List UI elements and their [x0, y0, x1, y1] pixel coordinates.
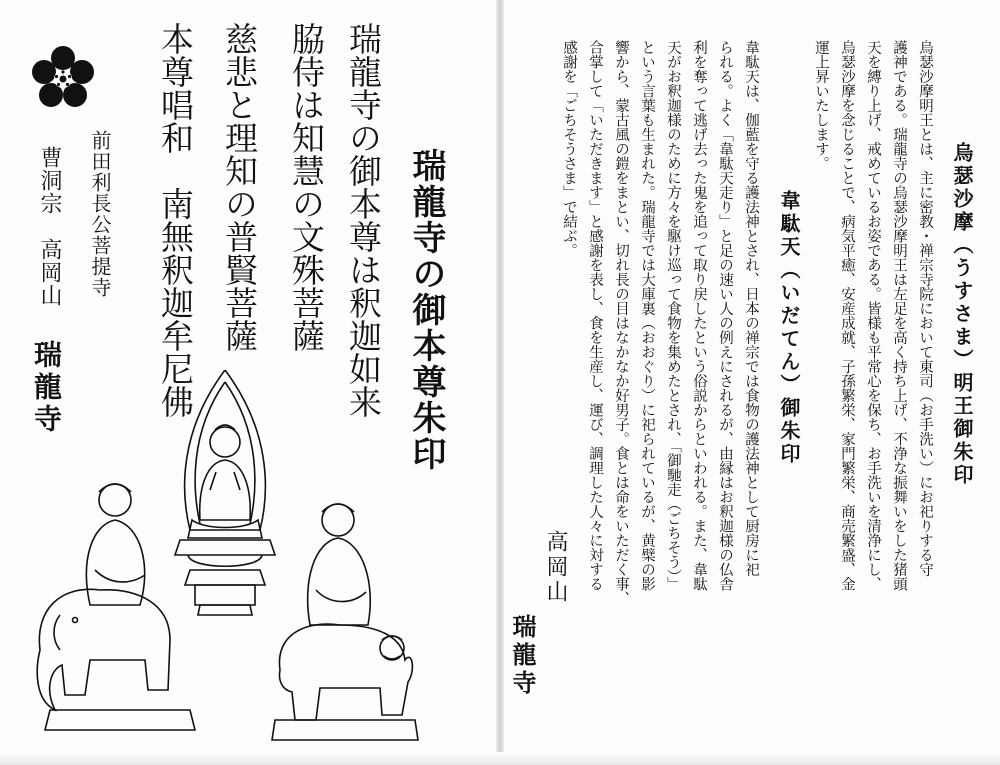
idaten-line-8: 感謝を「ごちそうさま」で結ぶ。	[561, 40, 577, 258]
signature-temple: 瑞龍寺	[508, 614, 537, 698]
buddha-triad-icon	[30, 370, 420, 748]
signature-mountain: 高岡山	[543, 530, 568, 605]
usuma-title: 烏瑟沙摩（うすさま）明王御朱印	[950, 142, 974, 487]
sect-text: 曹洞宗 高岡山	[37, 146, 62, 307]
usuma-line-4: 烏瑟沙摩を念じることで、病気平癒、安産成就、子孫繁栄、家門繁栄、商売繁盛、金	[839, 40, 855, 591]
verse-3: 慈悲と理知の普賢菩薩	[220, 22, 259, 352]
idaten-line-3: 利を奪って逃げ去った鬼を追って取り戻したという俗説からといわれる。また、韋駄	[691, 40, 707, 591]
patron-text: 前田利長公菩提寺	[88, 130, 112, 298]
usuma-line-2: 護神である。瑞龍寺の烏瑟沙摩明王は左足を高く持ち上げ、不浄な振舞いをした猪頭	[891, 40, 907, 591]
idaten-line-2: られる。よく「韋駄天走り」と足の速い人の例えにされるが、由縁はお釈迦様の仏舎	[717, 40, 733, 591]
usuma-line-5: 運上昇いたします。	[813, 40, 829, 171]
left-title: 瑞龍寺の御本尊朱印	[406, 148, 446, 472]
verse-2: 脇侍は知慧の文殊菩薩	[287, 22, 326, 352]
verse-4: 本尊唱和 南無釈迦牟尼佛	[156, 22, 195, 418]
idaten-line-4: 天がお釈迦様のために方々を駆け巡って食物を集めたとされ、「御馳走（ごちそう）」	[665, 40, 681, 591]
idaten-line-5: という言葉も生まれた。瑞龍寺では大庫裏（おおぐり）に祀られているが、黄檗の影	[639, 40, 655, 591]
temple-name: 瑞龍寺	[30, 340, 63, 436]
page-gutter	[496, 0, 504, 765]
idaten-line-7: 合掌して「いただきます」と感謝を表し、食を生産し、運び、調理した人々に対する	[587, 40, 603, 591]
scan-bottom-edge	[0, 752, 1000, 765]
idaten-line-6: 響から、蒙古風の鎧をまとい、切れ長の目はなかなか好男子。食とは命をいただく事、	[613, 40, 629, 606]
umebachi-crest-icon	[30, 45, 96, 111]
idaten-title: 韋駄天（いだてん）御朱印	[777, 190, 801, 466]
idaten-line-1: 韋駄天は、伽藍を守る護法神とされ、日本の禅宗では食物の護法神として厨房に祀	[743, 40, 759, 577]
verse-1: 瑞龍寺の御本尊は釈迦如来	[344, 22, 383, 418]
usuma-line-3: 天を縛り上げ、戒めているお姿である。皆様も平常心を保ち、お手洗いを清浄にし、	[865, 40, 881, 591]
usuma-line-1: 烏瑟沙摩明王とは、主に密教・禅宗寺院において東司（お手洗い）にお祀りする守	[917, 40, 933, 577]
